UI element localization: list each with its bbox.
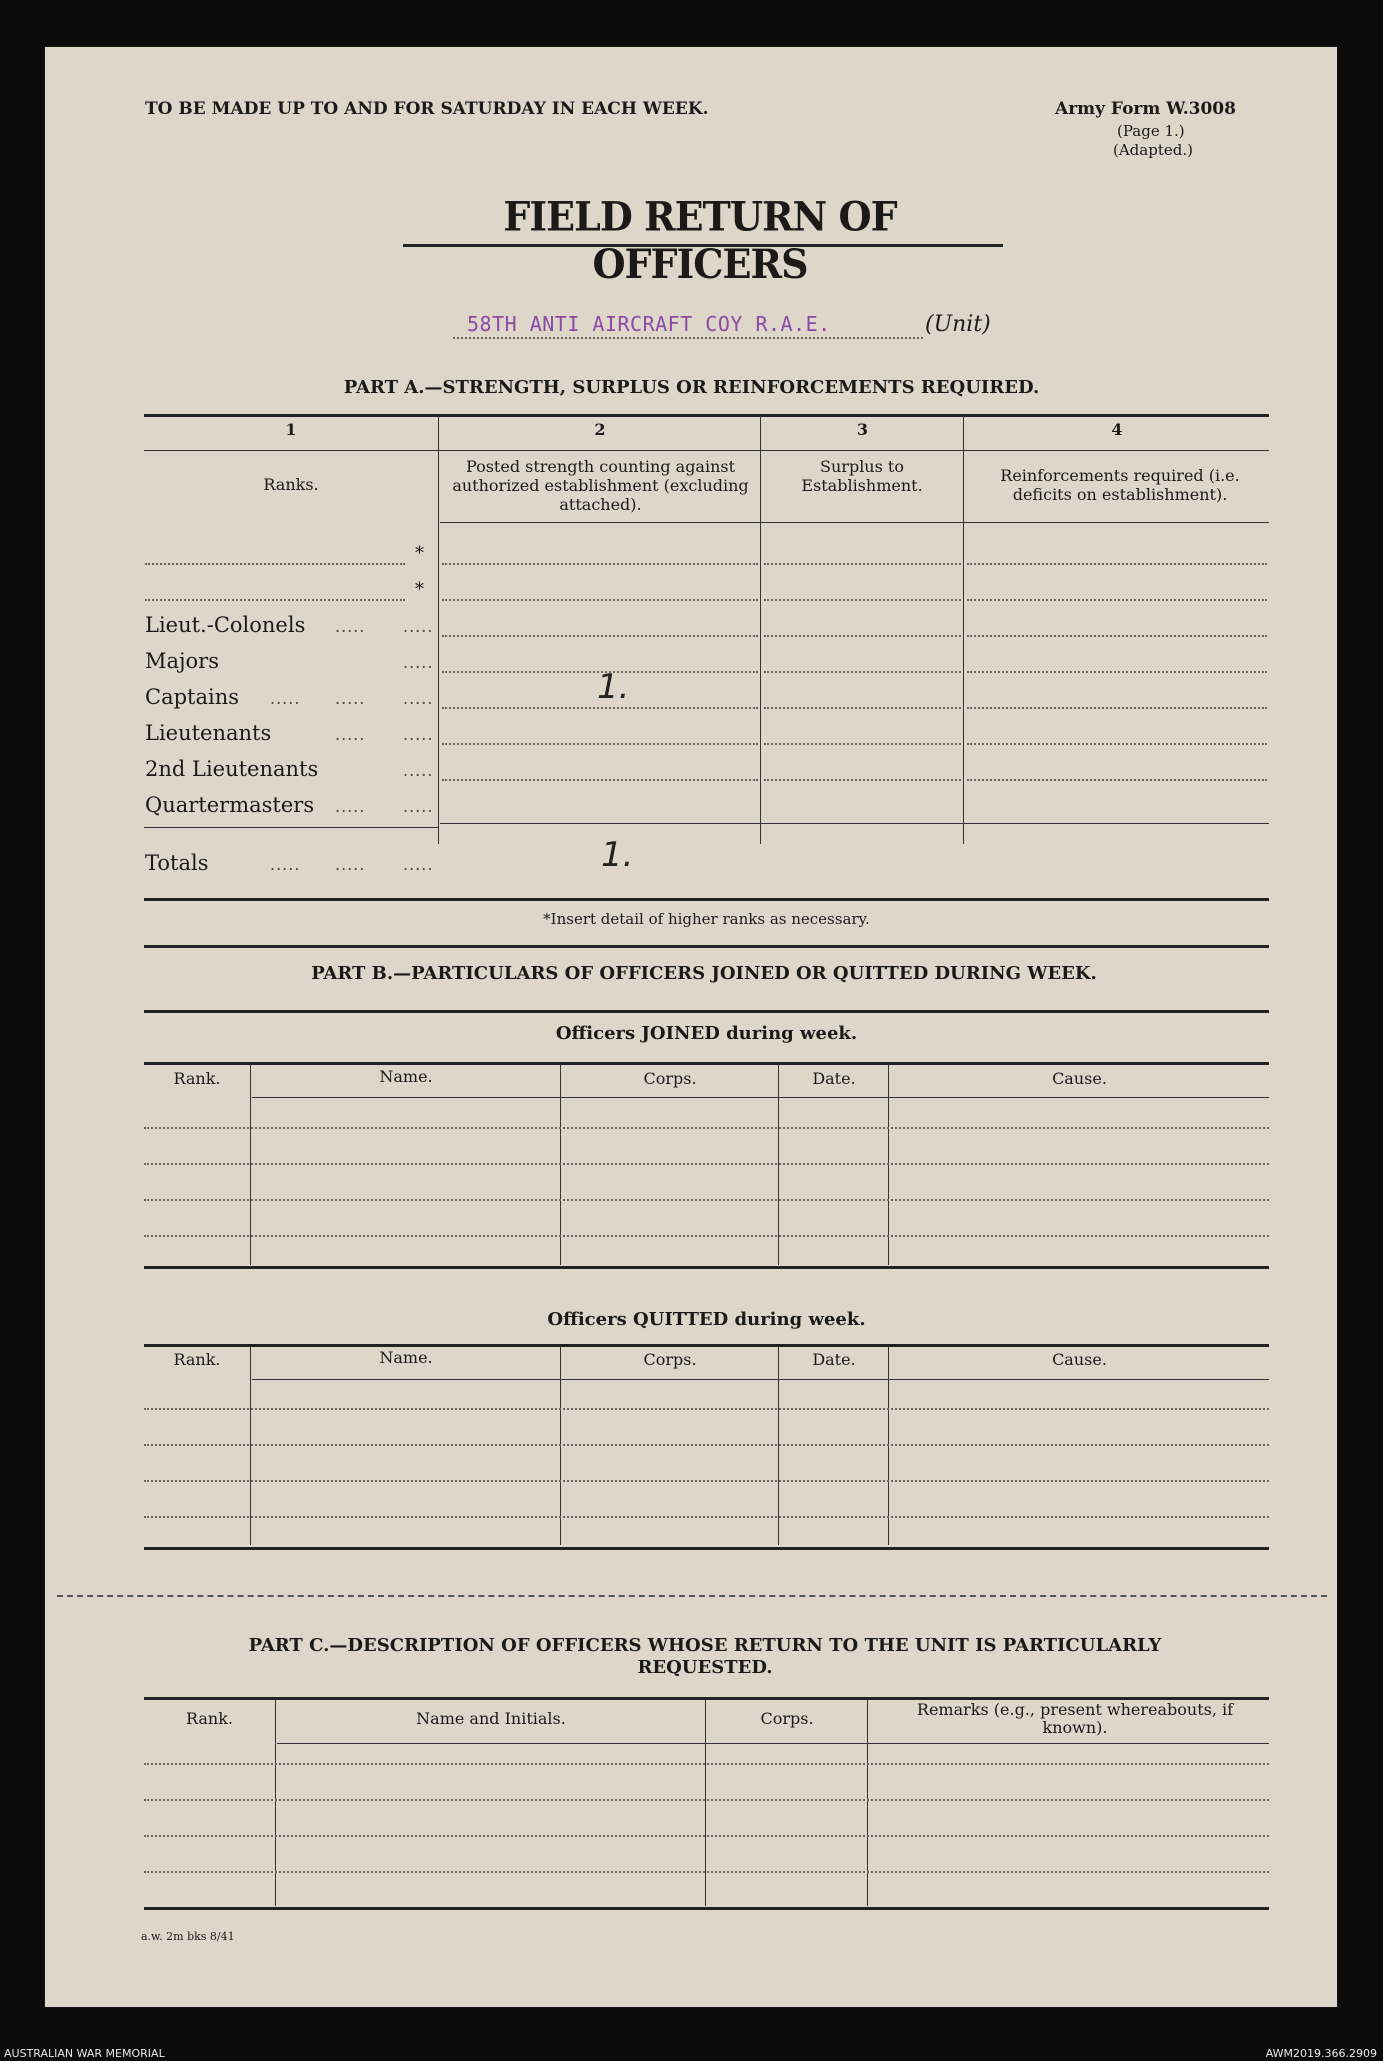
- part-c-bottom-rule: [144, 1907, 1269, 1910]
- col-number-2: 2: [594, 420, 606, 439]
- form-number: Army Form W.3008: [1055, 99, 1236, 119]
- col-header-surplus: Surplus to Establishment.: [801, 457, 923, 495]
- row-line: [967, 635, 1267, 637]
- footer-left: AUSTRALIAN WAR MEMORIAL: [4, 2047, 165, 2060]
- quitted-header-rule: [252, 1379, 1269, 1380]
- row-line: [967, 563, 1267, 565]
- instruction-text: TO BE MADE UP TO AND FOR SATURDAY IN EACH WEEK.: [145, 99, 709, 119]
- captains-posted-strength: 1.: [597, 667, 630, 707]
- quitted-col-rank: Rank.: [173, 1350, 221, 1369]
- page-number: (Page 1.): [1117, 122, 1185, 140]
- leader-dots: .....: [403, 797, 434, 816]
- totals-posted-strength: 1.: [601, 835, 634, 875]
- totals-rule: [440, 823, 1269, 824]
- leader-dots: .....: [403, 653, 434, 672]
- part-c-col-rank: Rank.: [185, 1709, 234, 1728]
- quitted-bottom-rule: [144, 1547, 1269, 1550]
- rank-2nd-lieutenants: 2nd Lieutenants: [145, 757, 319, 781]
- leader-dots: .....: [403, 689, 434, 708]
- star-marker: *: [415, 543, 424, 564]
- part-c-col-corps: Corps.: [760, 1709, 814, 1728]
- leader-dots: .....: [403, 617, 434, 636]
- leader-dots: .....: [335, 617, 366, 636]
- row-line: [442, 743, 758, 745]
- joined-col-date: Date.: [812, 1069, 856, 1088]
- col-number-3: 3: [856, 420, 869, 439]
- part-c-col-remarks: Remarks (e.g., present whereabouts, if known).: [916, 1700, 1234, 1737]
- part-c-row-line: [144, 1799, 1269, 1801]
- joined-col-rank: Rank.: [173, 1069, 221, 1088]
- joined-header-rule: [252, 1097, 1269, 1098]
- rank-majors: Majors: [145, 649, 219, 673]
- rank-captains: Captains: [145, 685, 240, 709]
- leader-dots: .....: [335, 689, 366, 708]
- totals-label: Totals: [145, 851, 209, 875]
- part-c-title-line1: PART C.—DESCRIPTION OF OFFICERS WHOSE RETURN TO THE UNIT IS PARTICULARLY: [248, 1635, 1162, 1656]
- joined-col-cause: Cause.: [1052, 1069, 1107, 1088]
- higher-rank-line: [145, 599, 405, 601]
- col-number-1: 1: [285, 420, 297, 439]
- part-a-title: PART A.—STRENGTH, SURPLUS OR REINFORCEMENTS REQUIRED.: [343, 377, 1040, 398]
- quitted-col-corps: Corps.: [643, 1350, 697, 1369]
- unit-stamp: 58TH ANTI AIRCRAFT COY R.A.E.: [467, 312, 831, 336]
- part-c-title-line2: REQUESTED.: [637, 1657, 773, 1678]
- leader-dots: .....: [270, 689, 301, 708]
- part-c-divider: [705, 1700, 706, 1906]
- leader-dots: .....: [335, 855, 366, 874]
- row-line: [764, 635, 961, 637]
- joined-row-line: [144, 1199, 1269, 1201]
- part-c-title: [115, 1635, 1295, 1679]
- row-line: [764, 707, 961, 709]
- leader-dots: .....: [335, 725, 366, 744]
- quitted-row-line: [144, 1516, 1269, 1518]
- leader-dots: .....: [403, 855, 434, 874]
- row-line: [967, 599, 1267, 601]
- unit-dotted-line: [453, 337, 923, 339]
- part-b-title: PART B.—PARTICULARS OF OFFICERS JOINED OR QUITTED DURING WEEK.: [311, 963, 1097, 984]
- perforation-line: [57, 1595, 1327, 1597]
- joined-title: Officers JOINED during week.: [555, 1023, 858, 1044]
- rank-lieut-colonels: Lieut.-Colonels: [145, 613, 306, 637]
- row-line: [442, 563, 758, 565]
- unit-label: (Unit): [925, 312, 991, 337]
- part-c-divider: [867, 1700, 868, 1906]
- row-line: [442, 779, 758, 781]
- part-a-footnote: *Insert detail of higher ranks as necessary.: [543, 910, 870, 928]
- part-c-row-line: [144, 1835, 1269, 1837]
- row-line: [442, 635, 758, 637]
- row-line: [764, 563, 961, 565]
- rank-lieutenants: Lieutenants: [145, 721, 272, 745]
- form-page: [45, 47, 1337, 2007]
- quitted-col-name: Name.: [379, 1348, 433, 1367]
- leader-dots: .....: [270, 855, 301, 874]
- rank-quartermasters: Quartermasters: [145, 793, 315, 817]
- part-a-header-rule: [440, 522, 1269, 523]
- part-c-row-line: [144, 1763, 1269, 1765]
- part-a-bottom-rule: [144, 898, 1269, 901]
- row-line: [442, 707, 758, 709]
- row-line: [967, 743, 1267, 745]
- leader-dots: .....: [403, 761, 434, 780]
- quitted-top-rule: [144, 1344, 1269, 1347]
- row-line: [967, 707, 1267, 709]
- quitted-col-date: Date.: [812, 1350, 856, 1369]
- part-a-top-rule: [144, 414, 1269, 417]
- adapted-note: (Adapted.): [1113, 141, 1193, 159]
- col-number-4: 4: [1111, 420, 1123, 439]
- part-c-row-line: [144, 1871, 1269, 1873]
- joined-bottom-rule: [144, 1266, 1269, 1269]
- row-line: [764, 599, 961, 601]
- col-header-reinforcements: Reinforcements required (i.e. deficits on establishment).: [1000, 466, 1240, 504]
- row-line: [442, 599, 758, 601]
- part-c-divider: [275, 1700, 276, 1906]
- joined-row-line: [144, 1127, 1269, 1129]
- leader-dots: .....: [335, 797, 366, 816]
- part-c-col-name: Name and Initials.: [416, 1709, 566, 1728]
- joined-top-rule: [144, 1062, 1269, 1065]
- part-a-divider-3: [963, 416, 964, 844]
- form-title: FIELD RETURN OF OFFICERS: [503, 192, 897, 288]
- totals-rule-col1: [144, 827, 438, 828]
- print-code: a.w. 2m bks 8/41: [141, 1930, 235, 1943]
- quitted-title: Officers QUITTED during week.: [547, 1309, 866, 1330]
- joined-row-line: [144, 1235, 1269, 1237]
- higher-rank-line: [145, 563, 405, 565]
- part-a-divider-2: [760, 416, 761, 844]
- row-line: [967, 671, 1267, 673]
- quitted-col-cause: Cause.: [1052, 1350, 1107, 1369]
- quitted-row-line: [144, 1480, 1269, 1482]
- part-c-header-rule: [277, 1743, 1269, 1744]
- title-underline: [403, 244, 1003, 247]
- leader-dots: .....: [403, 725, 434, 744]
- part-a-divider-1: [438, 416, 439, 844]
- star-marker: *: [415, 579, 424, 600]
- col-header-posted-strength: Posted strength counting against authorized establishment (excluding attached).: [452, 457, 749, 514]
- part-a-number-rule: [144, 450, 1269, 451]
- quitted-row-line: [144, 1444, 1269, 1446]
- row-line: [967, 779, 1267, 781]
- joined-col-corps: Corps.: [643, 1069, 697, 1088]
- quitted-row-line: [144, 1408, 1269, 1410]
- footer-right: AWM2019.366.2909: [1265, 2047, 1377, 2060]
- part-b-top-rule: [144, 1010, 1269, 1013]
- joined-col-name: Name.: [379, 1067, 433, 1086]
- row-line: [764, 743, 961, 745]
- col-header-ranks: Ranks.: [263, 475, 319, 494]
- row-line: [764, 779, 961, 781]
- joined-row-line: [144, 1163, 1269, 1165]
- row-line: [764, 671, 961, 673]
- part-a-footnote-rule: [144, 945, 1269, 948]
